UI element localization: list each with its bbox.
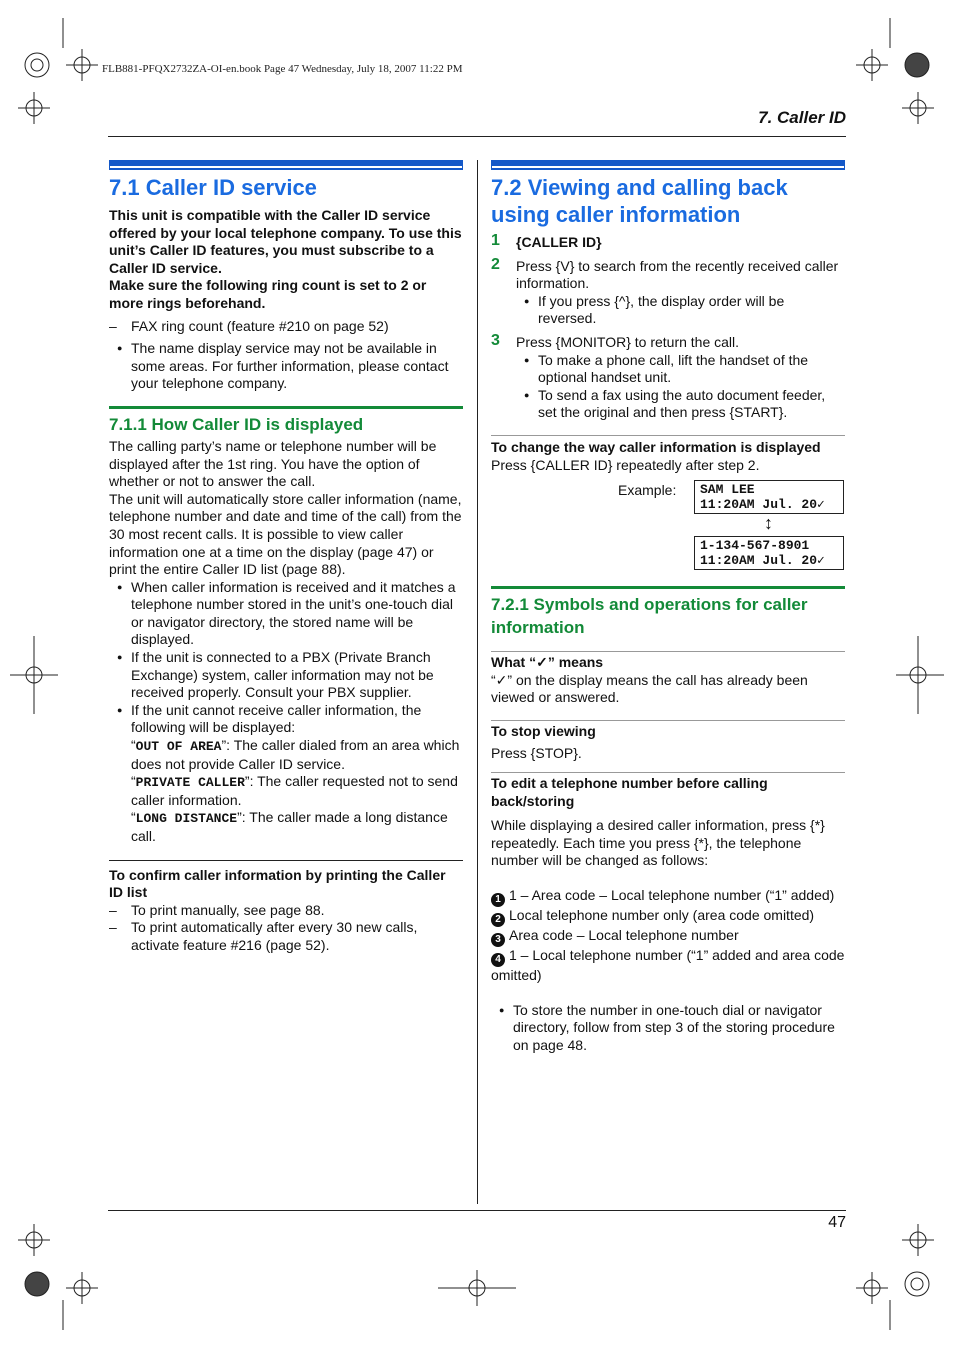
out-of-area-item: “OUT OF AREA”: The caller dialed from an area which does not provide Caller ID service. — [131, 737, 460, 772]
format-option — [491, 907, 845, 927]
number-badge: 1 — [491, 893, 505, 907]
step-3-bullet: ● To send a fax using the auto document feeder, set the original and then press {START}. — [516, 387, 845, 422]
format-option — [491, 927, 845, 947]
toggle-arrow-icon: ↕ — [764, 513, 773, 534]
section-bar — [109, 160, 463, 166]
divider — [491, 651, 845, 652]
right-column — [491, 160, 845, 1054]
step-text: {CALLER ID} — [516, 234, 602, 250]
what-text: “✓” on the display means the call has already been viewed or answered. — [491, 671, 808, 706]
lcd-line: SAM LEE — [700, 482, 755, 498]
lcd-line: 1-134-567-8901 — [700, 538, 810, 554]
format-option — [491, 887, 845, 907]
step-2 — [491, 255, 845, 293]
code-description: : The caller requested not to send caller information. — [131, 773, 458, 808]
lcd-display-number — [694, 536, 844, 570]
example-label: Example: — [618, 482, 677, 499]
divider — [109, 860, 463, 861]
number-badge: 4 — [491, 953, 505, 967]
format-option — [491, 947, 845, 985]
bullet-item: ● If the unit cannot receive caller information, the following will be displayed: — [109, 702, 463, 737]
display-code: LONG DISTANCE — [135, 811, 238, 827]
display-code: OUT OF AREA — [135, 739, 222, 755]
lcd-display-name — [694, 480, 844, 514]
step-1 — [491, 234, 845, 252]
divider — [491, 772, 845, 773]
edit-heading: To edit a telephone number before calling back/storing — [491, 775, 768, 809]
step-2-bullet: ● If you press {^}, the display order will be reversed. — [516, 293, 845, 328]
step-number: 1 — [491, 232, 500, 249]
format-text: Area code – Local telephone number — [509, 927, 739, 944]
footer-rule — [108, 1210, 846, 1211]
divider — [491, 720, 845, 721]
print-auto-item: – To print automatically after every 30 new calls, activate feature #216 (page 52). — [109, 919, 463, 954]
step-text: Press {V} to search from the recently received caller information. — [516, 257, 839, 292]
number-badge: 2 — [491, 913, 505, 927]
bullet-item: ● When caller information is received and it matches a telephone number stored in the unit’s one-touch dial or navigator directory, the stored name will be displayed. — [109, 579, 463, 649]
section-bar — [491, 160, 845, 166]
lcd-line: 11:20AM Jul. 20✓ — [700, 497, 825, 513]
step-number: 2 — [491, 255, 500, 273]
fax-ring-item: – FAX ring count (feature #210 on page 52) — [109, 318, 463, 336]
paragraph: The calling party’s name or telephone number will be displayed after the 1st ring. You have the option of whether or not to answer the call. — [109, 437, 437, 490]
subsection-title: 7.1.1 How Caller ID is displayed — [109, 414, 364, 434]
left-column — [109, 160, 463, 955]
column-divider — [477, 160, 478, 1204]
code-description: : The caller dialed from an area which does not provide Caller ID service. — [131, 737, 460, 772]
divider — [491, 435, 845, 436]
number-badge: 3 — [491, 933, 505, 947]
step-3 — [491, 331, 845, 352]
change-text: Press {CALLER ID} repeatedly after step 2. — [491, 456, 760, 473]
format-text: 1 – Local telephone number (“1” added and area code omitted) — [491, 947, 845, 984]
name-display-note: ● The name display service may not be available in some areas. For further information, please contact your telephone company. — [109, 340, 463, 393]
confirm-heading: To confirm caller information by printing the Caller ID list — [109, 866, 446, 901]
subsection-bar — [491, 586, 845, 589]
header-rule — [108, 136, 846, 137]
display-example — [491, 480, 845, 580]
subsection-title: 7.2.1 Symbols and operations for caller information — [491, 595, 808, 638]
print-line: FLB881-PFQX2732ZA-OI-en.book Page 47 Wednesday, July 18, 2007 11:22 PM — [102, 63, 463, 75]
long-distance-item: “LONG DISTANCE”: The caller made a long distance call. — [131, 809, 448, 844]
subsection-bar — [109, 406, 463, 409]
private-caller-item: “PRIVATE CALLER”: The caller requested not to send caller information. — [131, 773, 458, 808]
display-code: PRIVATE CALLER — [135, 775, 245, 791]
change-heading: To change the way caller information is displayed — [491, 438, 821, 455]
page-number: 47 — [828, 1214, 846, 1231]
section-title: 7.2 Viewing and calling back using caller information — [491, 175, 788, 227]
step-3-bullet: ● To make a phone call, lift the handset of the optional handset unit. — [516, 352, 845, 387]
step-number: 3 — [491, 331, 500, 349]
format-text: Local telephone number only (area code omitted) — [509, 907, 815, 924]
code-description: : The caller made a long distance call. — [131, 809, 448, 844]
paragraph: The unit will automatically store caller information (name, telephone number and date and time of the call) from the 30 most recent calls. It is possible to view caller information one at a time on the display (page 47) or print the entire Caller ID list (page 88). — [109, 490, 462, 578]
stop-heading: To stop viewing — [491, 722, 596, 739]
ring-count-note: Make sure the following ring count is set to 2 or more rings beforehand. — [109, 277, 427, 311]
stop-text: Press {STOP}. — [491, 744, 582, 761]
edit-text: While displaying a desired caller information, press {*} repeatedly. Each time you press {*}, the telephone number will be changed as follows: — [491, 817, 825, 869]
step-text: Press {MONITOR} to return the call. — [516, 333, 740, 350]
bullet-item: ● If the unit is connected to a PBX (Private Branch Exchange) system, caller information may not be received properly. Consult your PBX supplier. — [109, 649, 463, 702]
print-manual-item: – To print manually, see page 88. — [109, 902, 463, 920]
what-heading: What “✓” means — [491, 654, 604, 671]
running-head: 7. Caller ID — [758, 108, 846, 127]
number-format-list — [491, 887, 845, 985]
section-title: 7.1 Caller ID service — [109, 175, 317, 200]
lcd-line: 11:20AM Jul. 20✓ — [700, 553, 825, 569]
store-bullet: ● To store the number in one-touch dial or navigator directory, follow from step 3 of the storing procedure on page 48. — [491, 1002, 845, 1055]
format-text: 1 – Area code – Local telephone number (“1” added) — [509, 887, 835, 904]
intro-text: This unit is compatible with the Caller ID service offered by your local telephone company. To use this unit’s Caller ID features, you must subscribe to a Caller ID service. — [109, 207, 462, 276]
